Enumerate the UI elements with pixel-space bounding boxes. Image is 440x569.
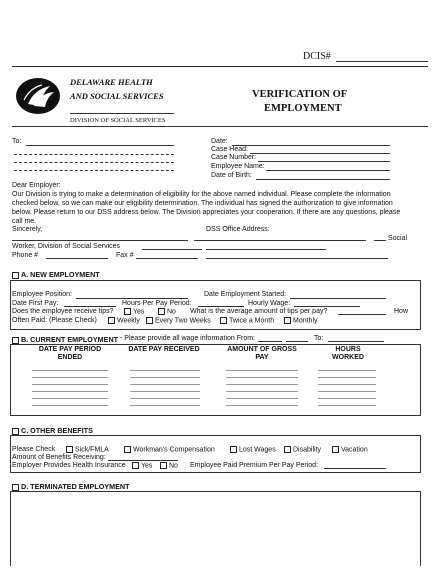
wage-cell-field[interactable] — [130, 405, 200, 406]
wage-cell-field[interactable] — [318, 398, 376, 399]
sick-option[interactable]: Sick/FMLA — [66, 446, 109, 454]
form-title-line2: EMPLOYMENT — [264, 103, 342, 114]
col-date-pay-period: DATE PAY PERIOD ENDED — [38, 346, 102, 361]
wage-to-label: To: — [314, 335, 324, 342]
fax-label: Fax # — [116, 252, 134, 259]
employee-name-label: Employee Name: — [211, 163, 265, 170]
date-started-label: Date Employment Started: — [204, 291, 287, 298]
header-rule — [12, 66, 428, 67]
every-two-weeks-checkbox[interactable] — [146, 317, 153, 324]
employee-position-label: Employee Position: — [12, 291, 72, 298]
section-a-title: A. NEW EMPLOYMENT — [12, 270, 100, 279]
wage-cell-field[interactable] — [226, 384, 298, 385]
dcis-field[interactable] — [336, 61, 428, 62]
lost-wages-checkbox[interactable] — [230, 446, 237, 453]
amount-received-field[interactable] — [108, 460, 178, 461]
phone-label: Phone # — [12, 252, 39, 259]
greeting: Dear Employer: — [12, 182, 61, 189]
health-ins-yes[interactable]: Yes — [132, 462, 152, 470]
agency-rule — [70, 113, 174, 114]
hourly-wage-label: Hourly Wage: — [248, 300, 291, 307]
amount-received-label: Amount of Benefits Receiving: — [12, 454, 106, 461]
avg-tips-label: What is the average amount of tips per pay? — [190, 308, 328, 315]
letter-line2: checked below, so we can make our eligibility determination. The individual has signed the authorization to give information — [12, 200, 393, 207]
sick-checkbox[interactable] — [66, 446, 73, 453]
wage-cell-field[interactable] — [318, 384, 376, 385]
date-field[interactable] — [232, 145, 390, 146]
to-label: To: — [12, 138, 22, 145]
to-field-3[interactable] — [14, 162, 174, 163]
section-d-box — [10, 491, 421, 566]
wage-cell-field[interactable] — [130, 398, 200, 399]
premium-field[interactable] — [324, 468, 386, 469]
to-field-1[interactable] — [26, 145, 174, 146]
wage-cell-field[interactable] — [130, 370, 200, 371]
health-ins-yes-checkbox[interactable] — [132, 462, 139, 469]
monthly-option[interactable]: Monthly — [284, 317, 318, 325]
vacation-checkbox[interactable] — [332, 446, 339, 453]
section-b-checkbox[interactable] — [12, 337, 19, 344]
wage-cell-field[interactable] — [32, 405, 108, 406]
tips-yes-checkbox[interactable] — [124, 308, 131, 315]
fax-field[interactable] — [136, 258, 198, 259]
date-first-pay-label: Date First Pay: — [12, 300, 59, 307]
wage-cell-field[interactable] — [318, 370, 376, 371]
wage-cell-field[interactable] — [226, 377, 298, 378]
col-date-pay-received: DATE PAY RECEIVED — [128, 346, 200, 353]
tips-no-checkbox[interactable] — [158, 308, 165, 315]
section-c-title: C. OTHER BENEFITS — [12, 426, 93, 435]
dss-office-field-1[interactable] — [194, 240, 366, 241]
lost-wages-option[interactable]: Lost Wages — [230, 446, 276, 454]
dss-office-field-1b[interactable] — [374, 240, 386, 241]
section-b-title: B. CURRENT EMPLOYMENT — [12, 335, 118, 344]
employee-position-field[interactable] — [76, 298, 188, 299]
dss-office-label: DSS Office Address: — [206, 226, 270, 233]
twice-month-checkbox[interactable] — [220, 317, 227, 324]
wage-cell-field[interactable] — [318, 405, 376, 406]
header-bottom-rule — [12, 126, 428, 127]
workmans-checkbox[interactable] — [124, 446, 131, 453]
wage-cell-field[interactable] — [226, 370, 298, 371]
case-head-label: Case Head: — [211, 146, 248, 153]
tips-question: Does the employee receive tips? — [12, 308, 114, 315]
col-gross-pay: AMOUNT OF GROSS PAY — [227, 346, 297, 361]
wage-cell-field[interactable] — [318, 391, 376, 392]
section-d-title: D. TERMINATED EMPLOYMENT — [12, 482, 129, 491]
signature-field[interactable] — [12, 240, 188, 241]
dcis-label: DCIS# — [303, 51, 331, 62]
wage-cell-field[interactable] — [32, 370, 108, 371]
every-two-weeks-option[interactable]: Every Two Weeks — [146, 317, 211, 325]
date-label: Date: — [211, 138, 228, 145]
wage-cell-field[interactable] — [32, 398, 108, 399]
twice-month-option[interactable]: Twice a Month — [220, 317, 274, 325]
tips-no[interactable]: No — [158, 308, 176, 316]
wage-to-field[interactable] — [328, 341, 384, 342]
case-head-field[interactable] — [250, 153, 390, 154]
case-number-field[interactable] — [258, 161, 390, 162]
wage-cell-field[interactable] — [226, 405, 298, 406]
vacation-option[interactable]: Vacation — [332, 446, 368, 454]
disability-checkbox[interactable] — [284, 446, 291, 453]
wage-cell-field[interactable] — [130, 384, 200, 385]
letter-line3: below. Please return to our DSS address below. The Division appreciates your cooperation. If there are any questions, please — [12, 209, 401, 216]
wage-cell-field[interactable] — [130, 377, 200, 378]
workmans-option[interactable]: Workman's Compensation — [124, 446, 215, 454]
wage-cell-field[interactable] — [226, 398, 298, 399]
wage-from-field[interactable] — [258, 341, 282, 342]
please-check-label: Please Check — [12, 446, 56, 453]
dob-field[interactable] — [256, 179, 390, 180]
wage-cell-field[interactable] — [226, 391, 298, 392]
dss-office-field-3[interactable] — [206, 258, 388, 259]
wage-cell-field[interactable] — [32, 384, 108, 385]
case-number-label: Case Number: — [211, 154, 257, 161]
tips-yes[interactable]: Yes — [124, 308, 144, 316]
how-label: How — [394, 308, 409, 315]
division-name: DIVISION OF SOCIAL SERVICES — [70, 117, 166, 124]
col-hours-worked: HOURS WORKED — [332, 346, 364, 361]
hours-per-pay-label: Hours Per Pay Period: — [122, 300, 192, 307]
social-label: Social — [388, 235, 408, 242]
phone-field[interactable] — [46, 258, 108, 259]
letter-line4: call me. — [12, 218, 37, 225]
premium-label: Employee Paid Premium Per Pay Period: — [190, 462, 318, 469]
wage-info-instruction: - Please provide all wage information From: — [120, 335, 256, 342]
disability-option[interactable]: Disability — [284, 446, 321, 454]
dss-office-field-2[interactable] — [206, 249, 326, 250]
sincerely: Sincerely, — [12, 226, 43, 233]
to-field-2[interactable] — [14, 154, 174, 155]
letter-line1: Our Division is trying to make a determination of eligibility for the above named individual. Please complete the information — [12, 191, 391, 198]
wage-cell-field[interactable] — [32, 391, 108, 392]
agency-line1: DELAWARE HEALTH — [70, 77, 153, 87]
section-c-checkbox[interactable] — [12, 428, 19, 435]
health-ins-no[interactable]: No — [160, 462, 178, 470]
wage-from-field-2[interactable] — [286, 341, 308, 342]
date-started-field[interactable] — [290, 298, 386, 299]
dhss-logo-icon — [14, 76, 62, 116]
often-paid-label: Often Paid: (Please Check) — [12, 317, 97, 324]
health-ins-label: Employer Provides Health Insurance — [12, 462, 126, 469]
health-ins-no-checkbox[interactable] — [160, 462, 167, 469]
weekly-checkbox[interactable] — [108, 317, 115, 324]
section-a-checkbox[interactable] — [12, 272, 19, 279]
hourly-wage-field[interactable] — [294, 306, 360, 307]
employee-name-field[interactable] — [266, 170, 390, 171]
monthly-checkbox[interactable] — [284, 317, 291, 324]
wage-cell-field[interactable] — [32, 377, 108, 378]
to-field-4[interactable] — [14, 170, 174, 171]
wage-cell-field[interactable] — [318, 377, 376, 378]
worker-field[interactable] — [142, 249, 202, 250]
section-d-checkbox[interactable] — [12, 484, 19, 491]
worker-label: Worker, Division of Social Services — [12, 243, 121, 250]
weekly-option[interactable]: Weekly — [108, 317, 140, 325]
form-title-line1: VERIFICATION OF — [252, 89, 348, 100]
avg-tips-field[interactable] — [338, 314, 386, 315]
date-first-pay-field[interactable] — [64, 306, 116, 307]
hours-per-pay-field[interactable] — [198, 306, 244, 307]
agency-line2: AND SOCIAL SERVICES — [70, 91, 164, 101]
wage-cell-field[interactable] — [130, 391, 200, 392]
dob-label: Date of Birth: — [211, 172, 252, 179]
